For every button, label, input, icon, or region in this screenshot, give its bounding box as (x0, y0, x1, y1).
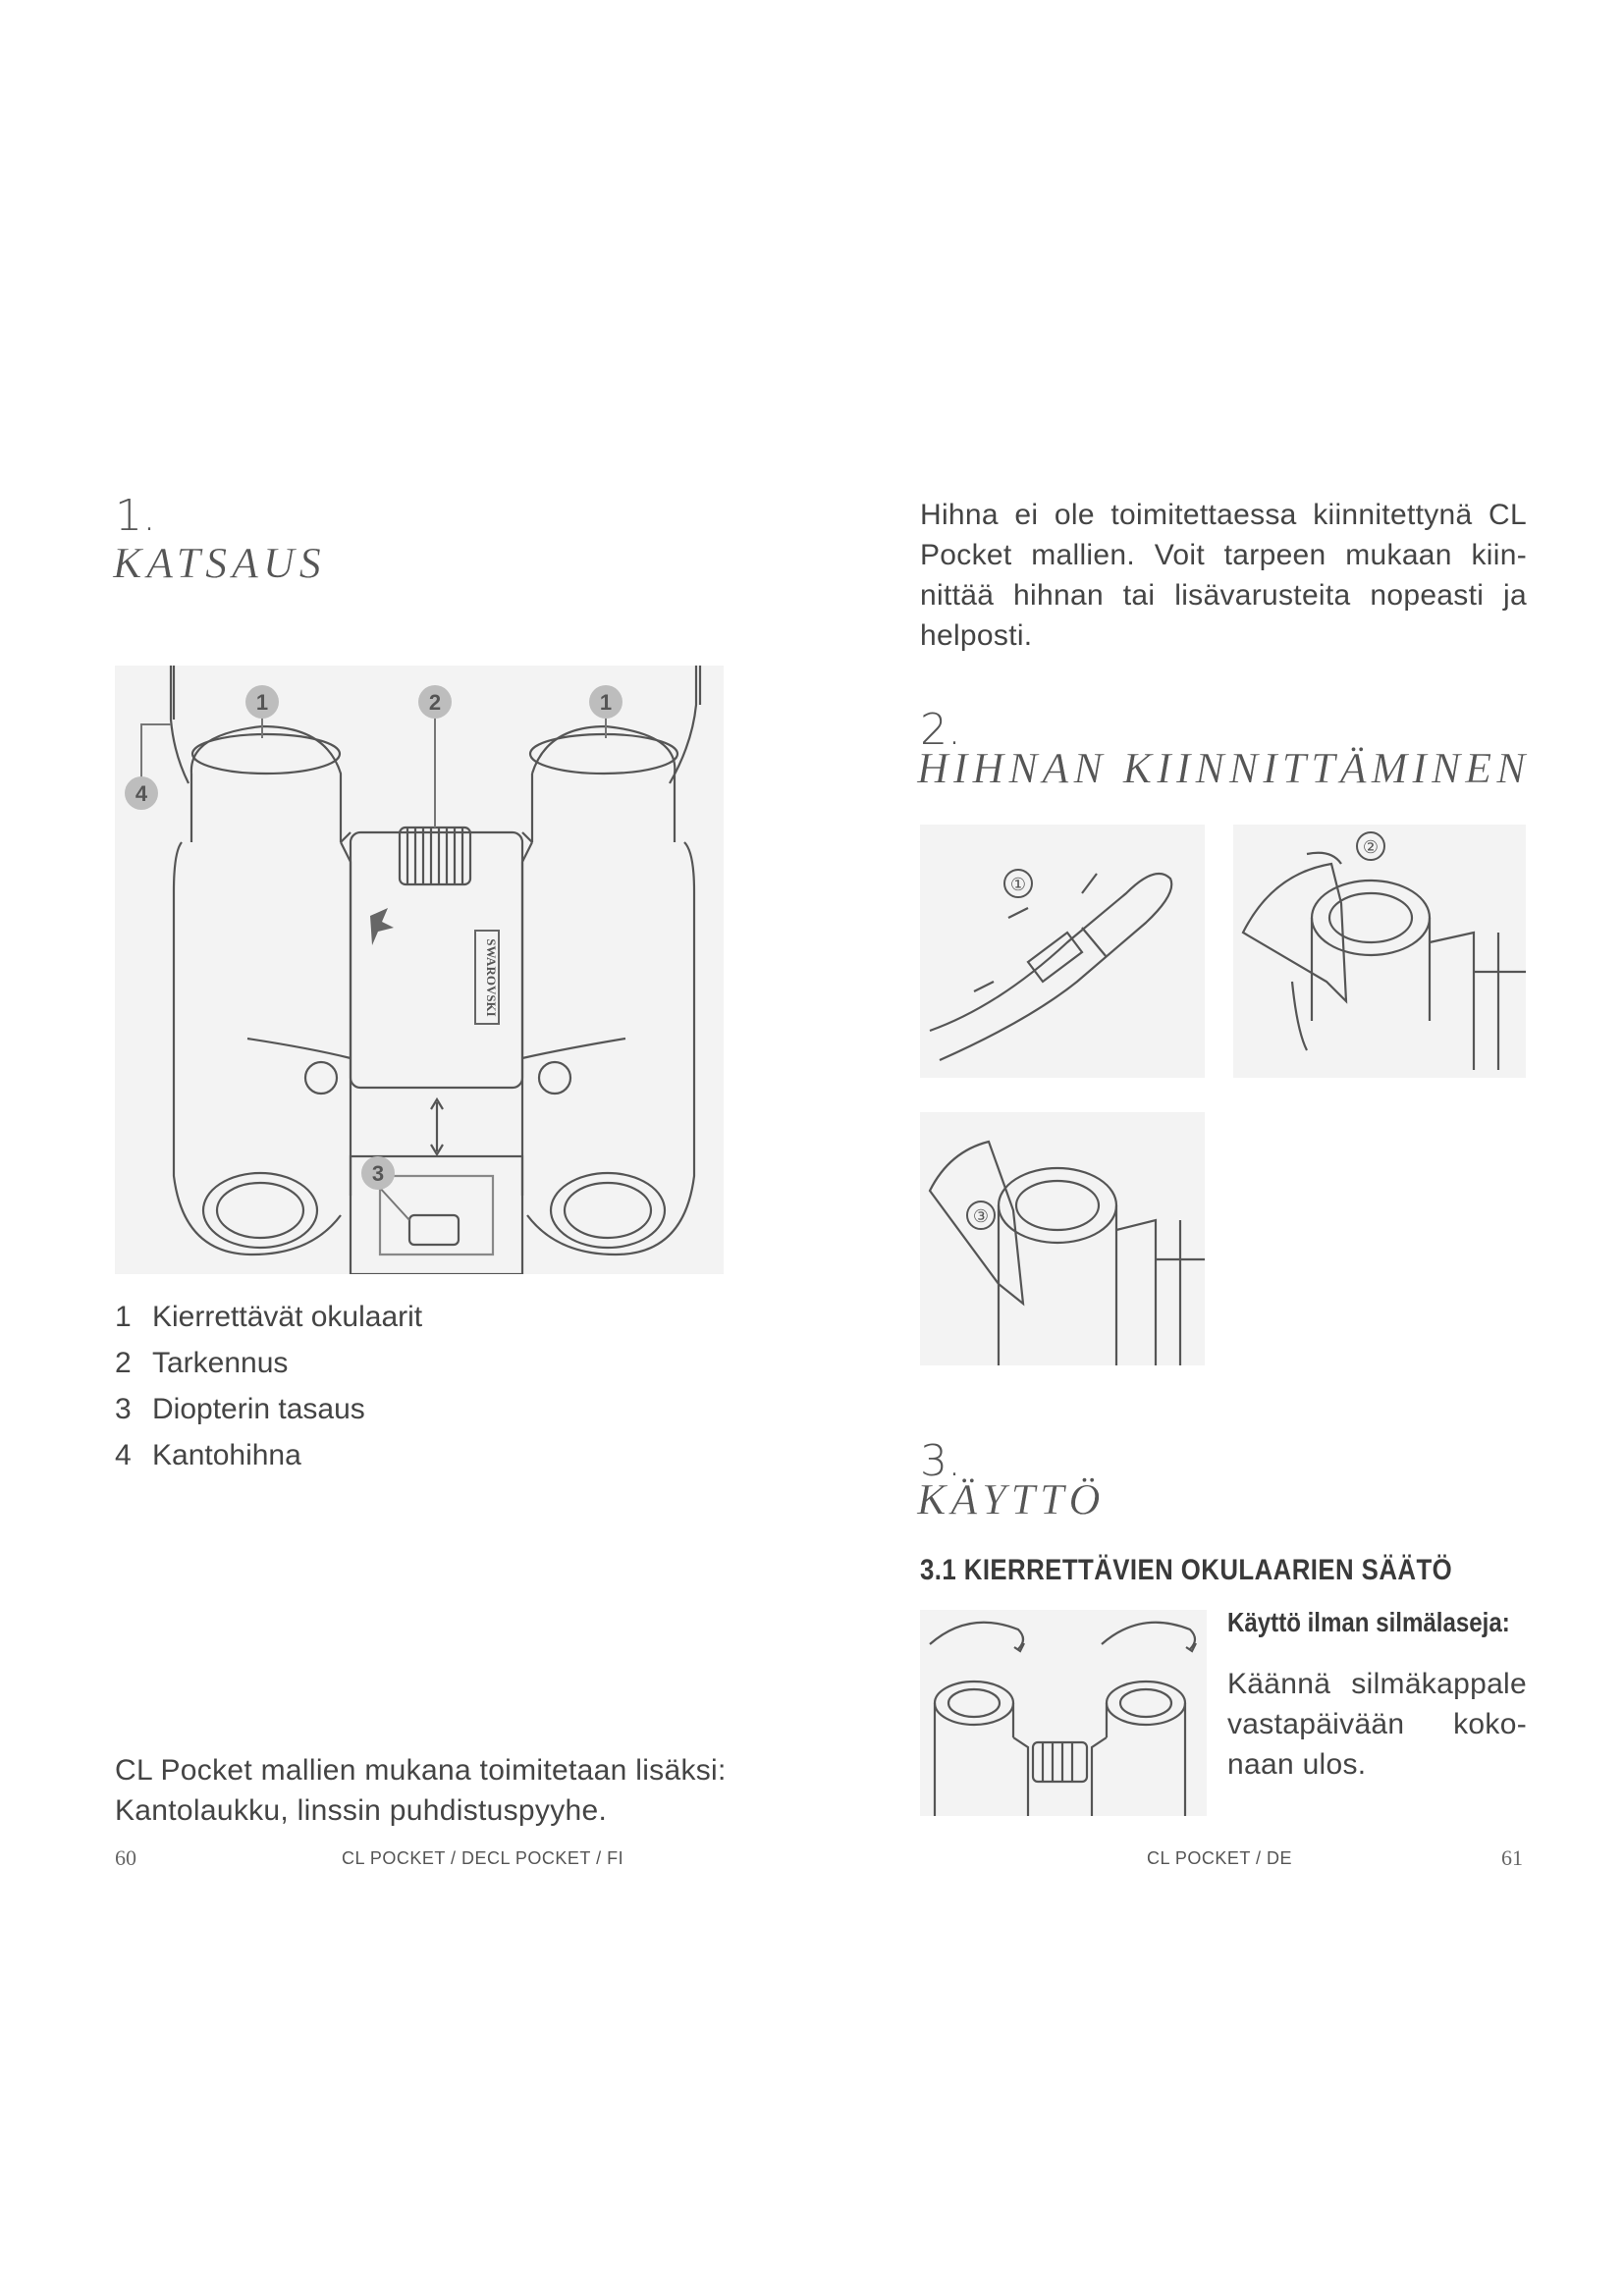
callout-3-label: 3 (371, 1161, 385, 1186)
footer-left: CL POCKET / DECL POCKET / FI (342, 1848, 624, 1868)
included-items-note: CL Pocket mallien mukana toimitetaan lisäksi: Kantolaukku, linssin puhdistuspyyhe. (115, 1754, 727, 1827)
binocular-drawing (115, 666, 724, 1274)
callout-4-label: 4 (135, 781, 148, 806)
usage-heading: Käyttö ilman silmälaseja: (1227, 1607, 1510, 1637)
subsection-heading: 3.1 KIERRETTÄVIEN OKULAARIEN SÄÄTÖ (920, 1554, 1453, 1586)
legend-item: 4 Kantohihna (115, 1439, 301, 1471)
parts-legend (115, 1294, 665, 1478)
section-3-title: KÄYTTÖ (917, 1475, 1106, 1523)
section-2-title: HIHNAN KIINNITTÄMINEN (917, 744, 1531, 792)
brand-logo-text: SWAROVSKI (484, 938, 499, 1017)
section-1-title: KATSAUS (113, 539, 326, 587)
legend-item: 3 Diopterin tasaus (115, 1393, 365, 1425)
strap-step-1-figure (920, 825, 1205, 1078)
step-3-marker: ③ (972, 1206, 990, 1227)
legend-item: 2 Tarkennus (115, 1347, 289, 1379)
section-2-number: 2. (920, 705, 961, 755)
strap-step-2-figure (1233, 825, 1526, 1078)
strap-intro-text: Hihna ei ole toimitettaessa kiinnitettynä CL Pocket mallien. Voit tarpeen mukaan kiin-nittää hihnan tai lisävarusteita nopeasti ja helposti. (920, 499, 1527, 652)
legend-item: 1 Kierrettävät okulaarit (115, 1301, 423, 1333)
step-1-marker: ① (1009, 875, 1027, 895)
section-1-number: 1. (115, 491, 156, 541)
strap-step-3-figure (920, 1112, 1205, 1365)
eyecup-rotation-figure (920, 1610, 1207, 1816)
section-3-number: 3. (920, 1436, 961, 1486)
callout-1-right-label: 1 (599, 690, 613, 715)
callout-1-left-label: 1 (255, 690, 269, 715)
callout-2-label: 2 (428, 690, 442, 715)
step-2-marker: ② (1362, 837, 1380, 858)
binocular-overview-figure (115, 666, 724, 1274)
footer-right: CL POCKET / DE (1147, 1848, 1293, 1868)
page-number-right: 61 (1501, 1845, 1523, 1870)
usage-instruction: Käännä silmäkappale vastapäivään koko-naan ulos. (1227, 1668, 1527, 1781)
page-number-left: 60 (115, 1845, 136, 1870)
